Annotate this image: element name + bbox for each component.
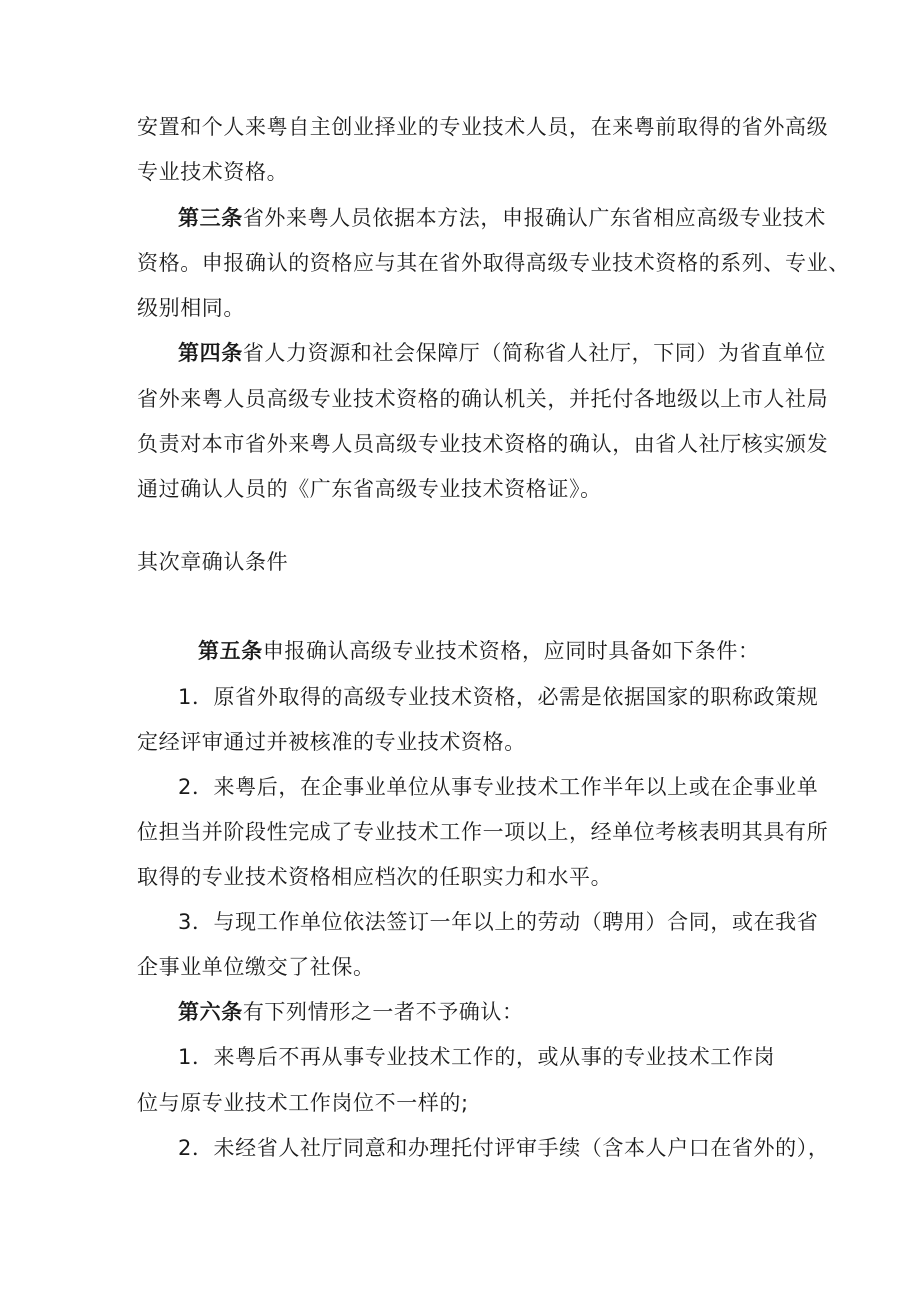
paragraph-line: 安置和个人来粤自主创业择业的专业技术人员，在来粤前取得的省外高级 — [137, 115, 829, 139]
article-6-first-line — [178, 998, 524, 1026]
paragraph-line: 负责对本市省外来粤人员高级专业技术资格的确认，由省人社厅核实颁发 — [137, 432, 829, 456]
list-item-line: 1．原省外取得的高级专业技术资格，必需是依据国家的职称政策规 — [178, 685, 819, 709]
list-item-line: 位担当并阶段性完成了专业技术工作一项以上，经单位考核表明其具有所 — [137, 820, 829, 844]
article-text: 省人力资源和社会保障厅（简称省人社厅，下同）为省直单位 — [242, 341, 827, 365]
article-3-first-line — [178, 204, 826, 232]
paragraph-line: 专业技术资格。 — [137, 160, 289, 184]
article-text: 有下列情形之一者不予确认： — [242, 1000, 524, 1024]
paragraph-line: 资格。申报确认的资格应与其在省外取得高级专业技术资格的系列、专业、 — [137, 251, 850, 275]
article-heading: 第六条 — [178, 1000, 243, 1024]
list-item-line: 2．未经省人社厅同意和办理托付评审手续（含本人户口在省外的）， — [178, 1136, 830, 1160]
list-item-line: 取得的专业技术资格相应档次的任职实力和水平。 — [137, 865, 613, 889]
list-item-line: 1．来粤后不再从事专业技术工作的，或从事的专业技术工作岗 — [178, 1045, 776, 1069]
paragraph-line: 通过确认人员的《广东省高级专业技术资格证》。 — [137, 477, 602, 501]
list-item-line: 2．来粤后，在企事业单位从事专业技术工作半年以上或在企事业单 — [178, 775, 819, 799]
article-heading: 第三条 — [178, 206, 243, 230]
article-heading: 第四条 — [178, 341, 243, 365]
list-item-line: 位与原专业技术工作岗位不一样的; — [137, 1091, 469, 1115]
list-item-line: 3．与现工作单位依法签订一年以上的劳动（聘用）合同，或在我省 — [178, 910, 819, 934]
article-4-first-line — [178, 339, 826, 367]
list-item-line: 企事业单位缴交了社保。 — [137, 955, 375, 979]
paragraph-line: 省外来粤人员高级专业技术资格的确认机关，并托付各地级以上市人社局 — [137, 387, 829, 411]
article-text: 申报确认高级专业技术资格，应同时具备如下条件： — [262, 639, 760, 663]
article-text: 省外来粤人员依据本方法，申报确认广东省相应高级专业技术 — [242, 206, 827, 230]
paragraph-line: 级别相同。 — [137, 296, 245, 320]
article-heading: 第五条 — [198, 639, 263, 663]
list-item-line: 定经评审通过并被核准的专业技术资格。 — [137, 730, 526, 754]
chapter-title: 其次章确认条件 — [137, 550, 289, 574]
article-5-first-line — [198, 637, 760, 665]
